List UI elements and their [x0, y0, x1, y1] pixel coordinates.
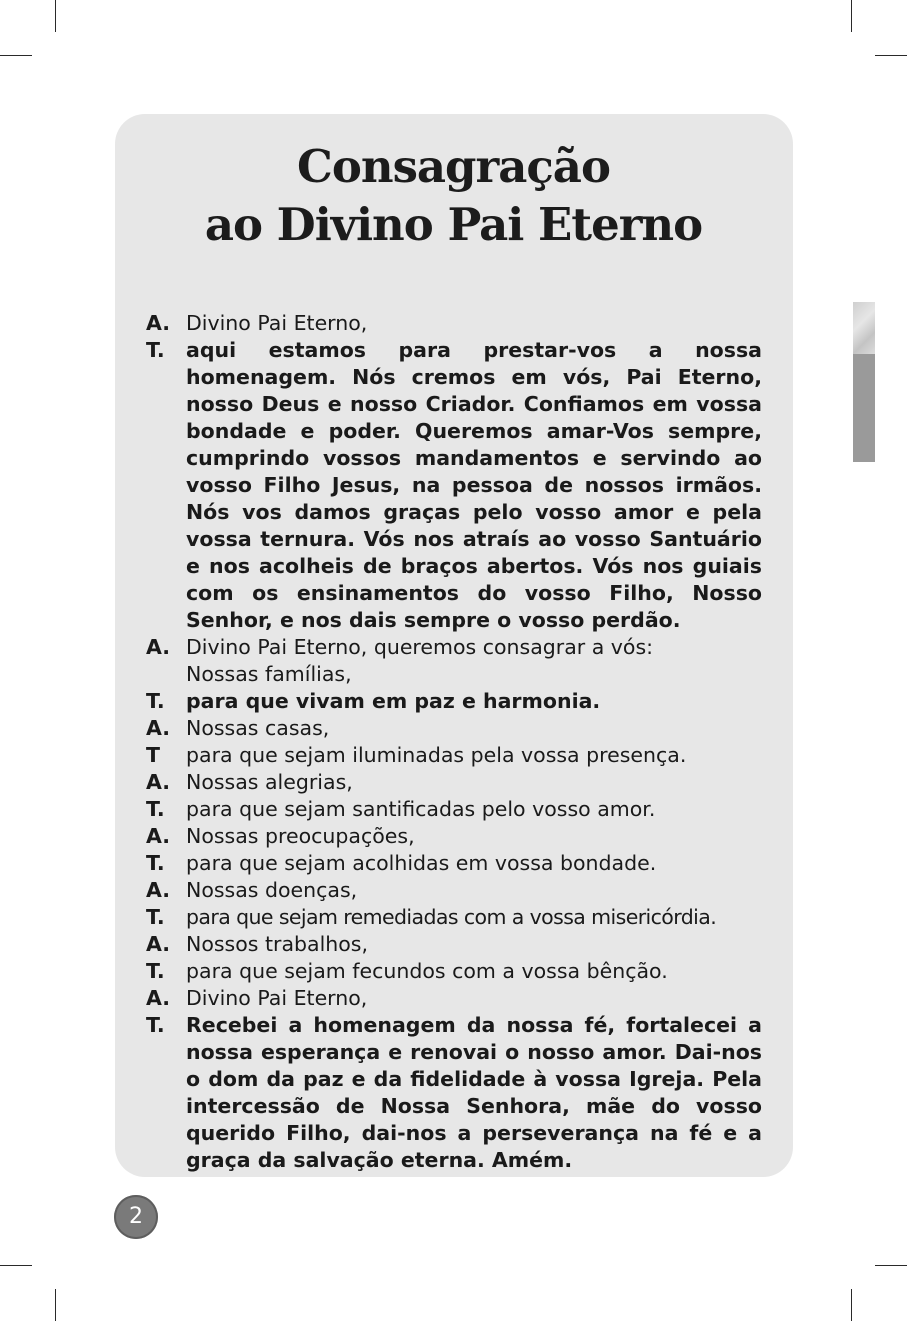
thumb-index-tab	[853, 302, 875, 462]
speaker-label: T.	[146, 689, 165, 713]
speaker-label: T.	[146, 797, 165, 821]
prayer-line-text: Nossos trabalhos,	[186, 932, 369, 956]
prayer-line	[146, 958, 762, 985]
speaker-label: A.	[146, 635, 171, 659]
crop-mark	[0, 55, 32, 56]
speaker-label: T	[146, 743, 160, 767]
prayer-line	[146, 904, 762, 931]
prayer-line	[146, 796, 762, 823]
prayer-line	[146, 742, 762, 769]
prayer-line-text: para que sejam acolhidas em vossa bondade.	[186, 851, 657, 875]
prayer-line	[146, 850, 762, 877]
page-number-badge: 2	[114, 1195, 158, 1239]
speaker-label: A.	[146, 824, 171, 848]
speaker-label: T.	[146, 338, 165, 362]
speaker-label: A.	[146, 932, 171, 956]
prayer-line-text: Nossas casas,	[186, 716, 330, 740]
prayer-line-text: Nossas alegrias,	[186, 770, 353, 794]
page-title	[0, 138, 907, 254]
crop-mark	[55, 0, 56, 32]
prayer-line	[146, 769, 762, 796]
prayer-line	[146, 337, 762, 634]
thumb-index-tab-top	[853, 302, 875, 354]
crop-mark	[0, 1265, 32, 1266]
speaker-label: A.	[146, 770, 171, 794]
prayer-line-continuation: Nossas famílias,	[186, 662, 352, 686]
prayer-line-text: para que sejam fecundos com a vossa bênção.	[186, 959, 668, 983]
prayer-line	[146, 931, 762, 958]
prayer-line	[146, 823, 762, 850]
prayer-line-text: para que sejam santificadas pelo vosso amor.	[186, 797, 656, 821]
prayer-line	[146, 1012, 762, 1174]
crop-mark	[55, 1289, 56, 1321]
speaker-label: A.	[146, 716, 171, 740]
prayer-text	[146, 310, 762, 1174]
prayer-line	[146, 985, 762, 1012]
prayer-line-text: Divino Pai Eterno,	[186, 986, 368, 1010]
prayer-line	[146, 634, 762, 688]
prayer-line-text: para que vivam em paz e harmonia.	[186, 689, 601, 713]
title-line-1: Consagração	[297, 140, 610, 193]
speaker-label: T.	[146, 905, 165, 929]
prayer-line	[146, 688, 762, 715]
speaker-label: T.	[146, 851, 165, 875]
prayer-line-text: para que sejam remediadas com a vossa misericórdia.	[186, 905, 717, 929]
title-line-2: ao Divino Pai Eterno	[204, 198, 703, 251]
prayer-line-text: aqui estamos para prestar-vos a nossa homenagem. Nós cremos em vós, Pai Eterno, nosso Deus e nosso Criador. Confiamos em vossa bondade e poder. Queremos amar-Vos sempre, cumprindo vossos mandamentos e servindo ao vosso Filho Jesus, na pessoa de nossos irmãos. Nós vos damos graças pelo vosso amor e pela vossa ternura. Vós nos atraís ao vosso Santuário e nos acolheis de braços abertos. Vós nos guiais com os ensinamentos do vosso Filho, Nosso Senhor, e nos dais sempre o vosso perdão.	[186, 338, 762, 632]
crop-mark	[875, 1265, 907, 1266]
prayer-line-main: Divino Pai Eterno, queremos consagrar a vós:	[186, 635, 654, 659]
prayer-line-text: para que sejam iluminadas pela vossa presença.	[186, 743, 687, 767]
speaker-label: A.	[146, 311, 171, 335]
speaker-label: T.	[146, 1013, 165, 1037]
speaker-label: A.	[146, 986, 171, 1010]
crop-mark	[851, 0, 852, 32]
prayer-line-text: Divino Pai Eterno,	[186, 311, 368, 335]
speaker-label: A.	[146, 878, 171, 902]
speaker-label: T.	[146, 959, 165, 983]
prayer-line-text: Recebei a homenagem da nossa fé, fortalecei a nossa esperança e renovai o nosso amor. Dai-nos o dom da paz e da fidelidade à vossa Igreja. Pela intercessão de Nossa Senhora, mãe do vosso querido Filho, dai-nos a perseverança na fé e a graça da salvação eterna. Amém.	[186, 1013, 762, 1172]
prayer-line-text	[186, 634, 762, 688]
crop-mark	[875, 55, 907, 56]
thumb-index-tab-bottom	[853, 354, 875, 462]
prayer-line-text: Nossas doenças,	[186, 878, 358, 902]
prayer-line	[146, 715, 762, 742]
crop-mark	[851, 1289, 852, 1321]
prayer-line	[146, 877, 762, 904]
prayer-line	[146, 310, 762, 337]
prayer-line-text: Nossas preocupações,	[186, 824, 415, 848]
